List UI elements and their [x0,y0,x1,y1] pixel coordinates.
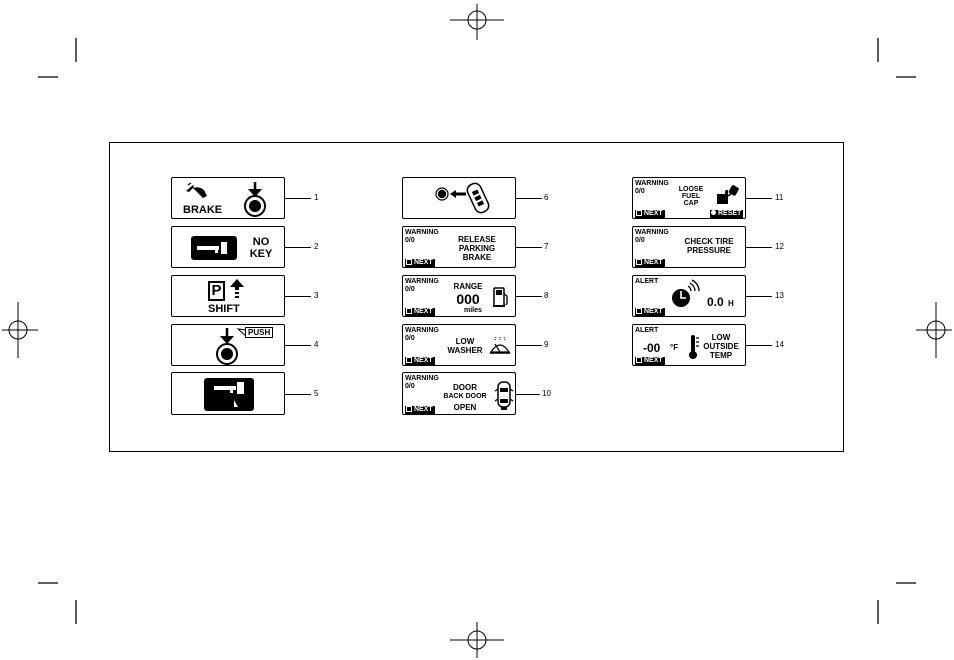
leader-line-9 [516,345,542,346]
registration-target-top [450,4,504,40]
panel-back-door-open [402,372,516,415]
range-unit: miles [464,307,482,314]
leader-line-12 [746,247,772,248]
push-button-icon [240,181,270,217]
leader-line-3 [285,296,311,297]
message-line-1: RELEASE [458,235,496,244]
callout-6: 6 [544,193,549,202]
next-indicator [635,357,665,365]
next-label: NEXT [644,210,663,217]
next-label: NEXT [414,406,433,413]
timer-alarm-icon [671,280,701,308]
callout-3: 3 [314,291,319,300]
next-indicator [405,406,435,414]
message-line-2: PARKING [458,244,496,253]
panel-brake-push [171,177,285,219]
range-label: RANGE [453,282,483,291]
temperature-value: -00 [643,341,661,355]
message-line-3: CAP [683,200,699,207]
fuel-pump-icon [493,286,509,308]
next-icon [636,210,642,216]
alert-label: ALERT [635,327,659,334]
alert-label: ALERT [635,278,659,285]
leader-line-14 [746,345,772,346]
message-line-1: LOOSE [678,186,704,193]
leader-line-8 [516,296,542,297]
park-symbol: P [208,281,225,301]
callout-4: 4 [314,340,319,349]
leader-line-4 [285,345,311,346]
warning-count: 0/0 [405,383,415,390]
panel-check-tire-pressure [632,226,746,268]
start-button-icon [435,187,449,201]
next-indicator [405,357,435,365]
temperature-unit: °F [670,343,679,352]
warning-label: WARNING [405,327,439,334]
brake-label: BRAKE [183,204,223,216]
next-label: NEXT [644,308,663,315]
message-line-2: BACK DOOR [443,393,487,400]
brake-pedal-icon [184,182,210,200]
reset-indicator [710,210,743,218]
leader-line-13 [746,296,772,297]
warning-count: 0/0 [635,237,645,244]
warning-label: WARNING [405,278,439,285]
leader-line-6 [516,198,542,199]
message-line-1: CHECK TIRE [684,237,734,246]
key-label: KEY [249,248,273,260]
warning-count: 0/0 [405,335,415,342]
timer-unit: H [728,299,734,308]
next-label: NEXT [414,259,433,266]
leader-line-10 [516,394,540,395]
callout-9: 9 [544,340,549,349]
left-arrow-icon [450,190,466,198]
leader-line-1 [285,198,311,199]
shift-up-arrow-icon [229,279,245,301]
next-icon [636,259,642,265]
panel-key-to-button [402,177,516,219]
warning-label: WARNING [635,229,669,236]
panel-key-battery [171,372,285,415]
thermometer-icon [688,334,700,360]
reset-label: RESET [718,210,742,217]
warning-label: WARNING [405,229,439,236]
next-indicator [635,308,665,316]
panel-release-parking-brake [402,226,516,268]
callout-5: 5 [314,389,319,398]
panel-low-outside-temp [632,324,746,366]
callout-2: 2 [314,242,319,251]
timer-value: 0.0 [707,295,724,309]
message-line-2: WASHER [447,346,483,355]
message-line-3: BRAKE [462,253,492,262]
leader-line-5 [285,394,311,395]
callout-12: 12 [775,242,784,251]
next-icon [406,308,412,314]
panel-low-washer [402,324,516,366]
message-line-1: LOW [711,333,731,342]
next-label: NEXT [644,357,663,364]
car-door-open-icon [495,379,513,411]
callout-8: 8 [544,291,549,300]
warning-count: 0/0 [405,237,415,244]
push-tag: PUSH [245,327,273,338]
callout-11: 11 [775,193,784,202]
next-icon [406,259,412,265]
message-line-1: LOW [455,337,475,346]
callout-7: 7 [544,242,549,251]
key-icon [191,236,237,260]
next-indicator [635,210,665,218]
next-icon [636,357,642,363]
warning-count: 0/0 [635,188,645,195]
next-indicator [405,308,435,316]
intelligent-key-icon [467,182,489,216]
no-label: NO [252,236,270,248]
panel-shift-park [171,275,285,317]
next-indicator [635,259,665,267]
leader-line-2 [285,247,311,248]
reset-icon [711,210,716,215]
warning-label: WARNING [635,180,669,187]
battery-empty-label: E [248,401,253,408]
next-icon [636,308,642,314]
next-icon [406,406,412,412]
panel-push-start [171,324,285,366]
next-icon [406,357,412,363]
shift-label: SHIFT [208,303,240,315]
washer-fluid-icon [489,336,511,354]
message-line-1: DOOR [453,383,477,392]
callout-14: 14 [775,340,784,349]
callout-10: 10 [542,389,551,398]
panel-loose-fuel-cap [632,177,746,219]
next-indicator [405,259,435,267]
next-label: NEXT [414,357,433,364]
message-line-2: PRESSURE [686,246,731,255]
fuel-cap-icon [715,184,741,206]
message-line-3: TEMP [709,351,733,360]
range-value: 000 [456,291,480,307]
registration-target-right [916,302,952,358]
leader-line-7 [516,247,542,248]
panel-timer-alert [632,275,746,317]
panel-range-low-fuel [402,275,516,317]
registration-target-left [2,302,38,358]
battery-full-label: F [204,401,209,408]
leader-line-11 [746,198,772,199]
key-battery-icon [204,378,254,411]
message-line-3: OPEN [453,403,477,412]
callout-13: 13 [775,291,784,300]
next-label: NEXT [414,308,433,315]
panel-no-key [171,226,285,268]
message-line-2: OUTSIDE [703,342,739,351]
callout-1: 1 [314,193,319,202]
message-line-2: FUEL [681,193,701,200]
warning-label: WARNING [405,375,439,382]
warning-count: 0/0 [405,286,415,293]
next-label: NEXT [644,259,663,266]
registration-target-bottom [450,622,504,658]
